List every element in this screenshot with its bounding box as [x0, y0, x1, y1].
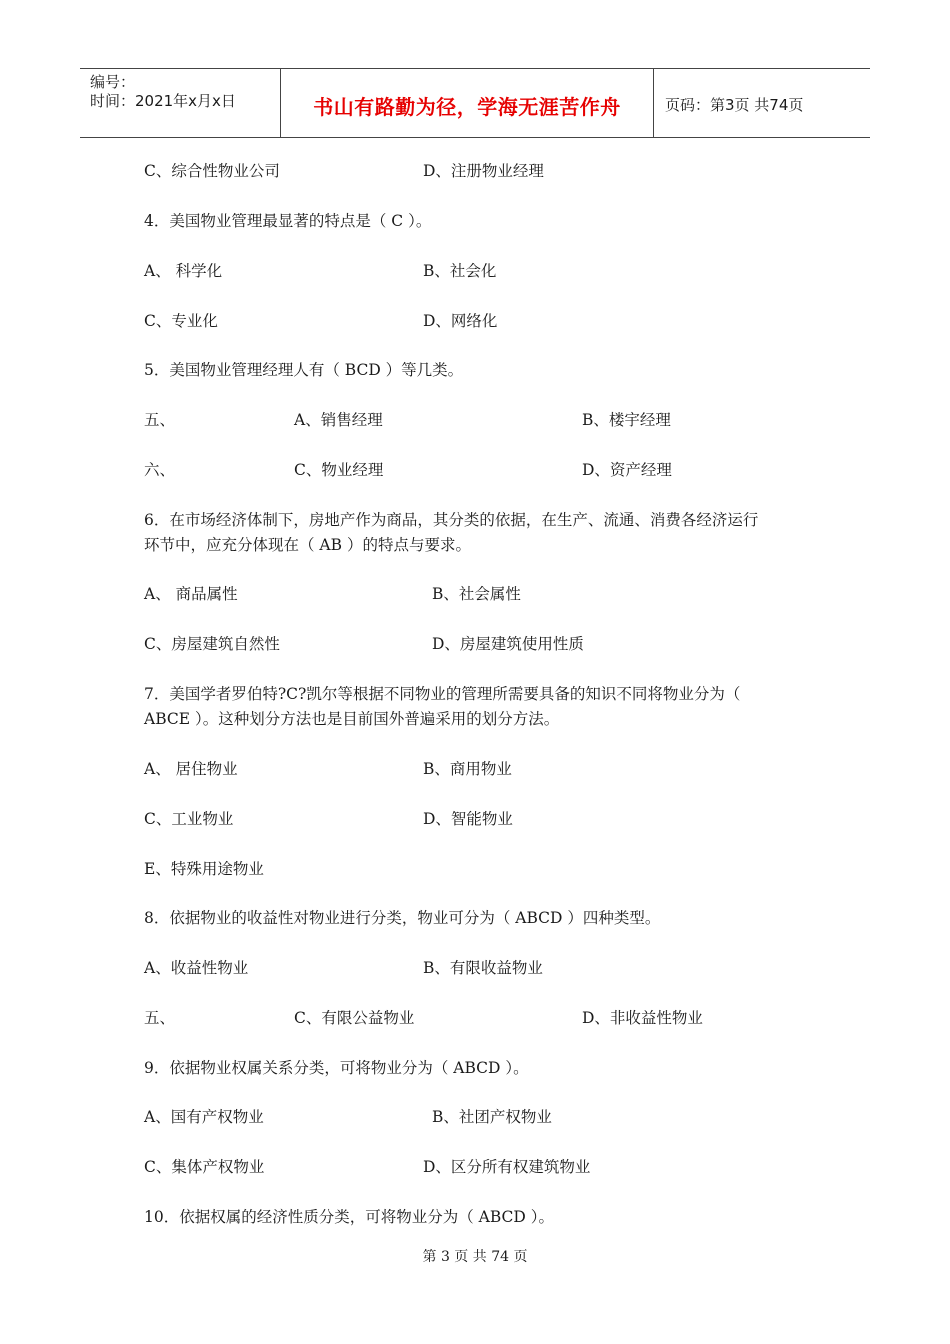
question-line: 6．在市场经济体制下，房地产作为商品，其分类的依据，在生产、流通、消费各经济运行: [144, 511, 759, 529]
option-line: C、专业化: [144, 312, 218, 330]
question-line: 环节中，应充分体现在（ AB ）的特点与要求。: [144, 536, 471, 554]
header-motto-cell: [281, 69, 654, 137]
option-line: B、有限收益物业: [423, 959, 543, 977]
option-line: A、 居住物业: [144, 760, 238, 778]
option-line: A、 科学化: [144, 262, 223, 280]
page-info: 页码：第3页 共74页: [665, 95, 804, 114]
motto-text: 书山有路勤为径，学海无涯苦作舟: [313, 94, 621, 119]
list-number: 五、: [144, 411, 176, 429]
option-line: B、社会化: [423, 262, 497, 280]
time-label: 时间：2021年x月x日: [90, 92, 236, 110]
number-label: 编号：: [90, 73, 136, 91]
list-number: 五、: [144, 1009, 176, 1027]
option-line: D、非收益性物业: [582, 1009, 703, 1027]
option-line: C、物业经理: [294, 461, 384, 479]
option-line: E、特殊用途物业: [144, 860, 264, 878]
question-line: 5．美国物业管理经理人有（ BCD ）等几类。: [144, 361, 464, 379]
option-line: A、 商品属性: [144, 585, 238, 603]
option-line: B、楼宇经理: [582, 411, 671, 429]
question-line: 7．美国学者罗伯特?C?凯尔等根据不同物业的管理所需要具备的知识不同将物业分为（: [144, 685, 741, 703]
question-line: 4．美国物业管理最显著的特点是（ C ）。: [144, 212, 432, 230]
option-line: D、区分所有权建筑物业: [423, 1158, 591, 1176]
option-line: B、社团产权物业: [432, 1108, 552, 1126]
option-line: C、工业物业: [144, 810, 234, 828]
option-line: B、社会属性: [432, 585, 521, 603]
list-number: 六、: [144, 461, 176, 479]
option-line: C、综合性物业公司: [144, 162, 280, 180]
option-line: D、房屋建筑使用性质: [432, 635, 584, 653]
option-line: D、资产经理: [582, 461, 672, 479]
option-line: B、商用物业: [423, 760, 512, 778]
header-page-cell: [654, 69, 870, 137]
question-line: 10．依据权属的经济性质分类，可将物业分为（ ABCD ）。: [144, 1208, 554, 1226]
question-line: 8．依据物业的收益性对物业进行分类，物业可分为（ ABCD ）四种类型。: [144, 909, 661, 927]
option-line: A、销售经理: [294, 411, 383, 429]
header-meta-cell: [80, 69, 281, 137]
option-line: C、房屋建筑自然性: [144, 635, 280, 653]
option-line: A、收益性物业: [144, 959, 249, 977]
page-footer: 第 3 页 共 74 页: [422, 1249, 528, 1265]
option-line: D、智能物业: [423, 810, 513, 828]
question-line: ABCE ）。这种划分方法也是目前国外普遍采用的划分方法。: [144, 710, 560, 728]
option-line: C、有限公益物业: [294, 1009, 415, 1027]
question-line: 9．依据物业权属关系分类，可将物业分为（ ABCD ）。: [144, 1059, 529, 1077]
option-line: C、集体产权物业: [144, 1158, 265, 1176]
option-line: D、注册物业经理: [423, 162, 544, 180]
option-line: A、国有产权物业: [144, 1108, 264, 1126]
option-line: D、网络化: [423, 312, 498, 330]
page-header-table: [80, 68, 870, 138]
